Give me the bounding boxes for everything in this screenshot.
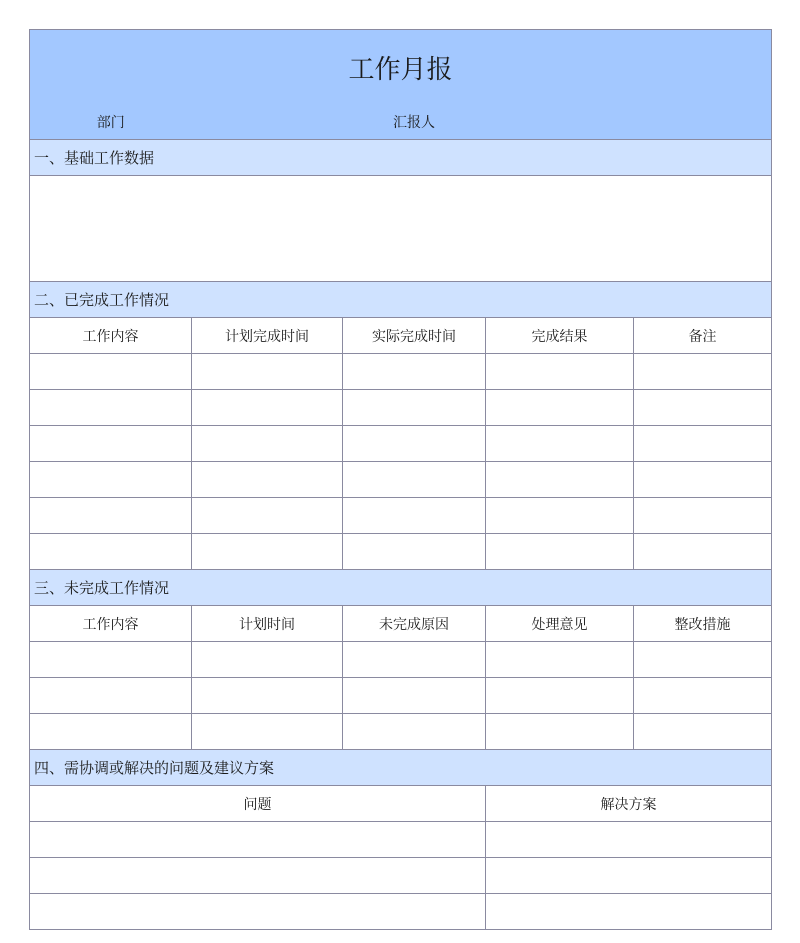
table-cell[interactable] xyxy=(192,354,343,390)
basic-data-area[interactable] xyxy=(30,176,772,282)
column-header: 解决方案 xyxy=(486,786,772,822)
table-cell[interactable] xyxy=(192,534,343,570)
table-cell[interactable] xyxy=(30,822,486,858)
dept-label: 部门 xyxy=(30,105,192,140)
table-row xyxy=(30,426,772,462)
table-cell[interactable] xyxy=(634,534,772,570)
column-header: 备注 xyxy=(634,318,772,354)
table-cell[interactable] xyxy=(30,354,192,390)
table-cell[interactable] xyxy=(192,426,343,462)
completed-column-headers xyxy=(30,318,772,354)
table-cell[interactable] xyxy=(343,354,486,390)
table-cell[interactable] xyxy=(343,462,486,498)
table-row xyxy=(30,498,772,534)
table-row xyxy=(30,894,772,930)
table-cell[interactable] xyxy=(486,822,772,858)
table-cell[interactable] xyxy=(30,426,192,462)
reporter-value[interactable] xyxy=(486,105,772,140)
section-issues-title: 四、需协调或解决的问题及建议方案 xyxy=(30,750,772,786)
table-cell[interactable] xyxy=(486,390,634,426)
table-cell[interactable] xyxy=(343,678,486,714)
table-cell[interactable] xyxy=(634,714,772,750)
table-cell[interactable] xyxy=(343,642,486,678)
table-cell[interactable] xyxy=(30,678,192,714)
table-cell[interactable] xyxy=(634,354,772,390)
table-cell[interactable] xyxy=(634,462,772,498)
section-completed-header xyxy=(30,282,772,318)
table-cell[interactable] xyxy=(634,390,772,426)
table-cell[interactable] xyxy=(343,498,486,534)
dept-value[interactable] xyxy=(192,105,343,140)
section-basic-data-title: 一、基础工作数据 xyxy=(30,140,772,176)
table-cell[interactable] xyxy=(192,714,343,750)
table-cell[interactable] xyxy=(192,642,343,678)
table-cell[interactable] xyxy=(343,390,486,426)
column-header: 未完成原因 xyxy=(343,606,486,642)
table-cell[interactable] xyxy=(486,426,634,462)
title-row xyxy=(30,30,772,106)
incomplete-column-headers xyxy=(30,606,772,642)
column-header: 实际完成时间 xyxy=(343,318,486,354)
table-cell[interactable] xyxy=(486,354,634,390)
table-cell[interactable] xyxy=(486,642,634,678)
basic-data-area-row xyxy=(30,176,772,282)
table-cell[interactable] xyxy=(634,498,772,534)
report-table xyxy=(29,29,772,930)
table-cell[interactable] xyxy=(192,462,343,498)
table-cell[interactable] xyxy=(343,426,486,462)
column-header: 整改措施 xyxy=(634,606,772,642)
table-cell[interactable] xyxy=(30,534,192,570)
section-incomplete-header xyxy=(30,570,772,606)
table-row xyxy=(30,534,772,570)
table-cell[interactable] xyxy=(486,894,772,930)
meta-row xyxy=(30,105,772,140)
table-cell[interactable] xyxy=(486,462,634,498)
report-title: 工作月报 xyxy=(30,30,772,106)
section-issues-header xyxy=(30,750,772,786)
table-cell[interactable] xyxy=(486,534,634,570)
column-header: 处理意见 xyxy=(486,606,634,642)
table-cell[interactable] xyxy=(343,534,486,570)
table-cell[interactable] xyxy=(634,426,772,462)
column-header: 计划完成时间 xyxy=(192,318,343,354)
table-row xyxy=(30,858,772,894)
table-cell[interactable] xyxy=(30,714,192,750)
table-cell[interactable] xyxy=(30,390,192,426)
table-cell[interactable] xyxy=(343,714,486,750)
table-cell[interactable] xyxy=(486,714,634,750)
section-incomplete-title: 三、未完成工作情况 xyxy=(30,570,772,606)
table-cell[interactable] xyxy=(192,390,343,426)
column-header: 工作内容 xyxy=(30,318,192,354)
column-header: 计划时间 xyxy=(192,606,343,642)
monthly-report-sheet xyxy=(29,29,771,930)
table-cell[interactable] xyxy=(634,642,772,678)
column-header: 完成结果 xyxy=(486,318,634,354)
table-cell[interactable] xyxy=(30,894,486,930)
table-cell[interactable] xyxy=(30,858,486,894)
table-cell[interactable] xyxy=(486,678,634,714)
table-row xyxy=(30,678,772,714)
table-row xyxy=(30,390,772,426)
table-cell[interactable] xyxy=(634,678,772,714)
table-row xyxy=(30,822,772,858)
section-completed-title: 二、已完成工作情况 xyxy=(30,282,772,318)
column-header: 问题 xyxy=(30,786,486,822)
section-basic-data-header xyxy=(30,140,772,176)
issues-column-headers xyxy=(30,786,772,822)
table-cell[interactable] xyxy=(30,642,192,678)
table-row xyxy=(30,354,772,390)
table-row xyxy=(30,714,772,750)
table-cell[interactable] xyxy=(30,462,192,498)
table-cell[interactable] xyxy=(192,498,343,534)
table-row xyxy=(30,642,772,678)
reporter-label: 汇报人 xyxy=(343,105,486,140)
table-cell[interactable] xyxy=(30,498,192,534)
table-cell[interactable] xyxy=(486,858,772,894)
table-cell[interactable] xyxy=(192,678,343,714)
column-header: 工作内容 xyxy=(30,606,192,642)
table-row xyxy=(30,462,772,498)
table-cell[interactable] xyxy=(486,498,634,534)
